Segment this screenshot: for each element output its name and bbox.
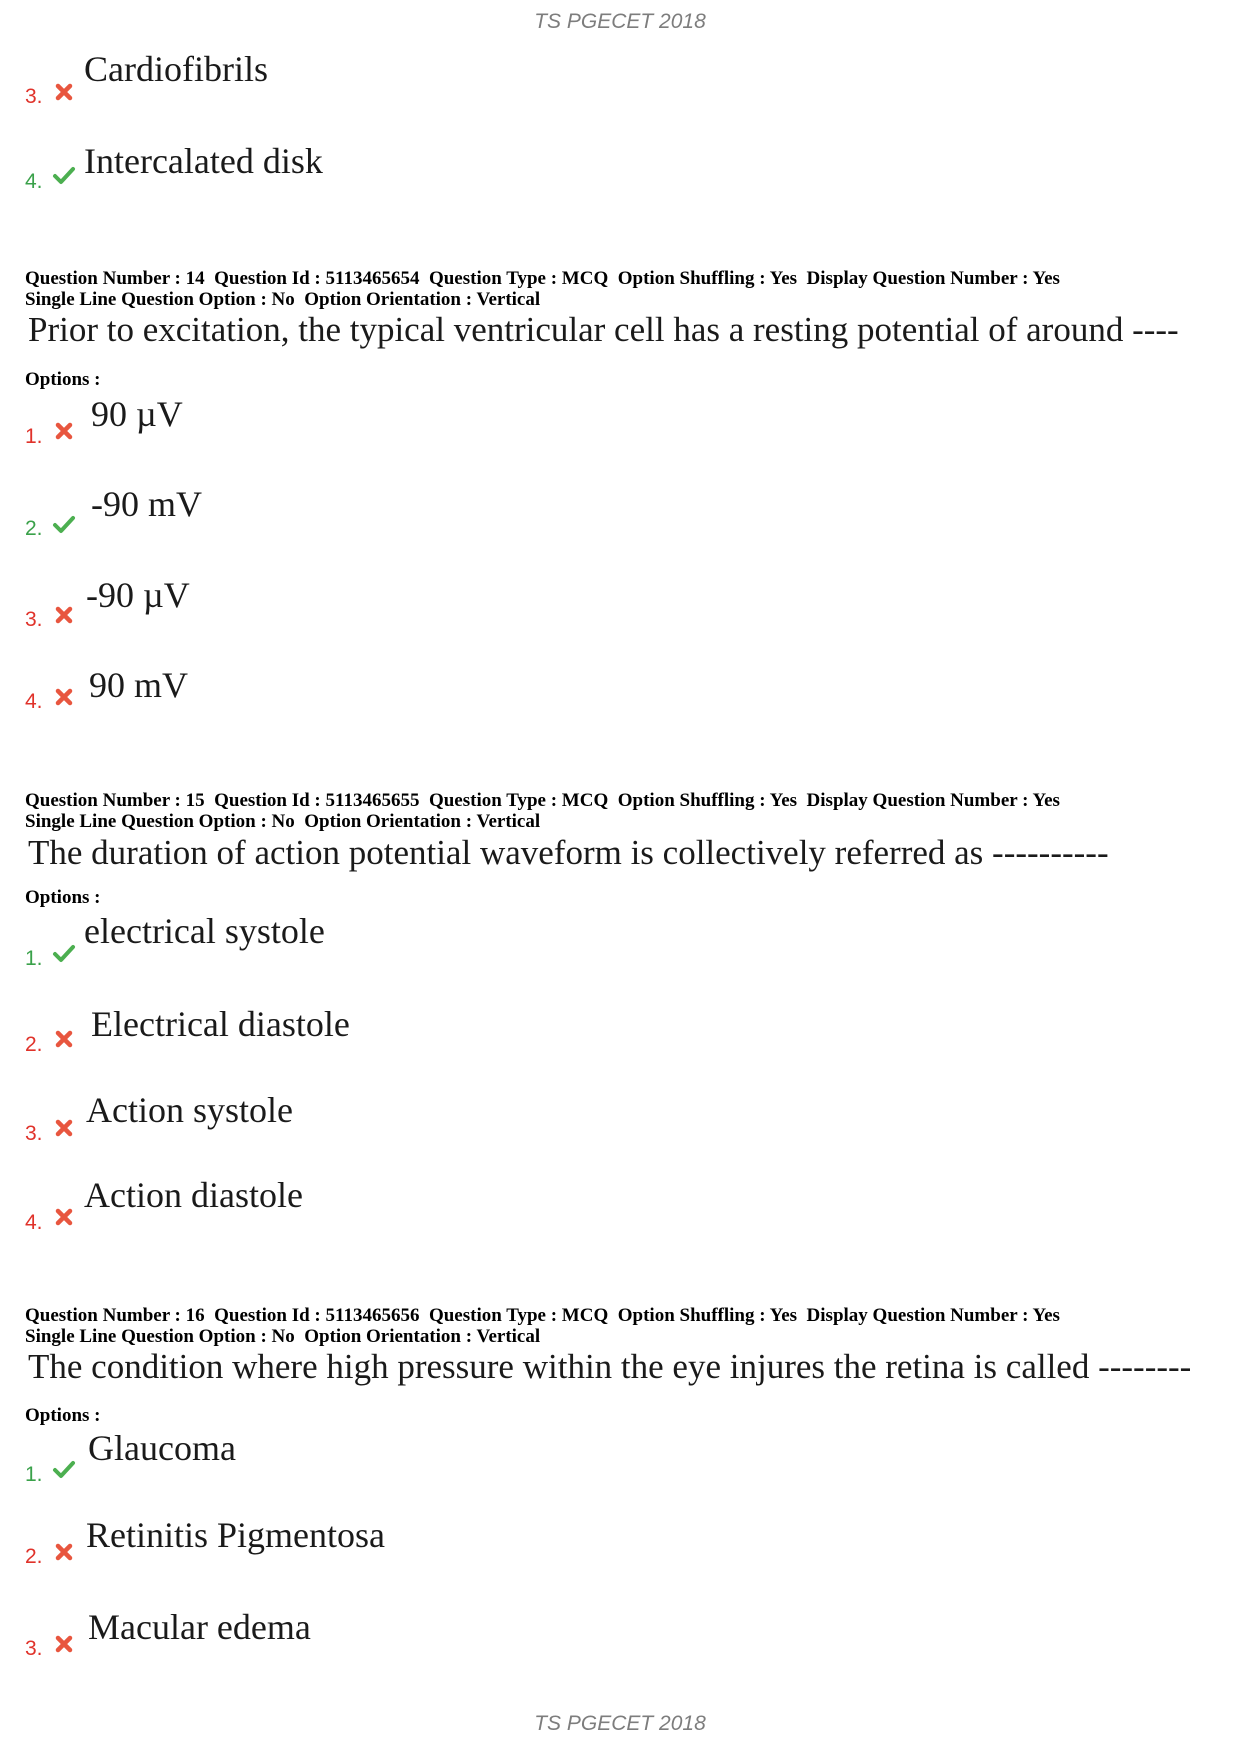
option-text: Action diastole [84, 1175, 303, 1215]
check-icon [52, 941, 76, 965]
cross-icon [52, 1540, 76, 1564]
option-text: Macular edema [88, 1607, 311, 1647]
cross-icon [52, 685, 76, 709]
question-meta: Question Number : 15 Question Id : 5113465655 Question Type : MCQ Option Shuffling : Yes Display Question Number : Yes Single Line Question Option : No Option Orientation : Vertical [25, 790, 1060, 832]
option-number: 2. [25, 1545, 43, 1568]
options-label: Options : [25, 1405, 101, 1426]
option-text: 90 µV [91, 394, 183, 434]
option-number: 3. [25, 1637, 43, 1660]
cross-icon [52, 419, 76, 443]
question-text: The duration of action potential waveform is collectively referred as ---------- [28, 833, 1109, 872]
question-meta: Question Number : 16 Question Id : 5113465656 Question Type : MCQ Option Shuffling : Yes Display Question Number : Yes Single Line Question Option : No Option Orientation : Vertical [25, 1305, 1060, 1347]
option-number: 2. [25, 1033, 43, 1056]
option-text: -90 µV [86, 575, 190, 615]
cross-icon [52, 1632, 76, 1656]
question-meta: Question Number : 14 Question Id : 5113465654 Question Type : MCQ Option Shuffling : Yes Display Question Number : Yes Single Line Question Option : No Option Orientation : Vertical [25, 268, 1060, 310]
options-label: Options : [25, 887, 101, 908]
option-number: 2. [25, 517, 43, 540]
option-number: 1. [25, 425, 43, 448]
option-number: 1. [25, 1463, 43, 1486]
check-icon [52, 1457, 76, 1481]
option-number: 4. [25, 1211, 43, 1234]
option-text: Glaucoma [88, 1428, 236, 1468]
question-text: Prior to excitation, the typical ventricular cell has a resting potential of around ---- [28, 310, 1179, 349]
option-number: 3. [25, 608, 43, 631]
cross-icon [52, 603, 76, 627]
cross-icon [52, 1027, 76, 1051]
option-text: 90 mV [89, 665, 188, 705]
check-icon [52, 512, 76, 536]
option-number: 4. [25, 170, 43, 193]
option-number: 3. [25, 85, 43, 108]
option-number: 3. [25, 1122, 43, 1145]
option-number: 1. [25, 947, 43, 970]
option-number: 4. [25, 690, 43, 713]
cross-icon [52, 1205, 76, 1229]
cross-icon [52, 80, 76, 104]
cross-icon [52, 1116, 76, 1140]
options-label: Options : [25, 369, 101, 390]
option-text: Retinitis Pigmentosa [86, 1515, 386, 1555]
option-text: electrical systole [84, 911, 325, 951]
option-text: -90 mV [91, 484, 202, 524]
option-text: Electrical diastole [91, 1004, 350, 1044]
option-text: Action systole [86, 1090, 293, 1130]
option-text: Cardiofibrils [84, 49, 268, 89]
page-header: TS PGECET 2018 [534, 10, 706, 33]
page-footer: TS PGECET 2018 [534, 1712, 706, 1735]
question-text: The condition where high pressure within the eye injures the retina is called -------- [28, 1347, 1192, 1386]
check-icon [52, 163, 76, 187]
option-text: Intercalated disk [84, 141, 323, 181]
